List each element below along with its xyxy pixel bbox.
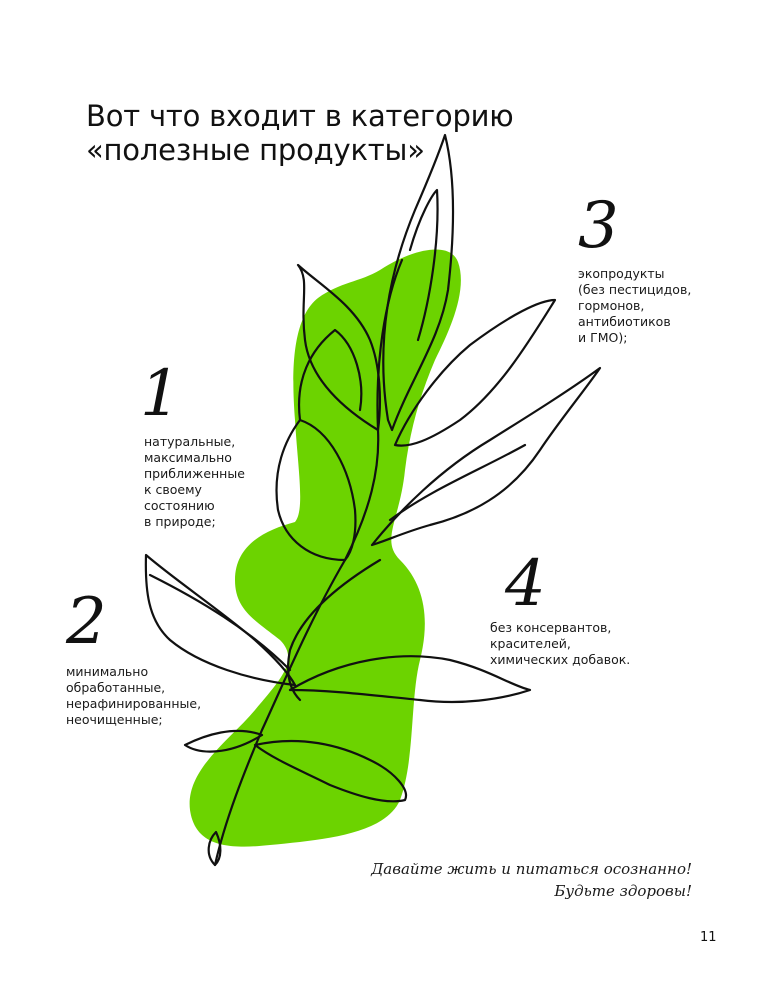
item-3-line: антибиотиков [578, 314, 671, 329]
item-1-line: к своему [144, 482, 202, 497]
item-3-line: и ГМО); [578, 330, 628, 345]
item-4-number: 4 [505, 547, 546, 621]
item-1-line: состоянию [144, 498, 215, 513]
item-3-text [578, 266, 691, 346]
item-3-line: экопродукты [578, 266, 665, 281]
item-1-line: натуральные, [144, 434, 236, 449]
item-2-line: нерафинированные, [66, 696, 202, 711]
title-line-1: Вот что входит в категорию [86, 99, 514, 134]
slogan-line-1: Давайте жить и питаться осознанно! [371, 860, 692, 878]
item-4-text [490, 620, 630, 668]
item-2-line: минимально [66, 664, 149, 679]
item-1-line: максимально [144, 450, 232, 465]
item-3-line: (без пестицидов, [578, 282, 692, 297]
slogan-line-2: Будьте здоровы! [554, 882, 692, 900]
item-4-line: без консервантов, [490, 620, 612, 635]
item-1-line: в природе; [144, 514, 216, 529]
item-1-text [144, 434, 245, 530]
item-1-line: приближенные [144, 466, 245, 481]
item-2-text [66, 664, 201, 728]
item-4-line: красителей, [490, 636, 571, 651]
item-2-line: обработанные, [66, 680, 166, 695]
item-3-line: гормонов, [578, 298, 645, 313]
item-1-number: 1 [140, 357, 181, 431]
page-number: 11 [700, 930, 717, 945]
title-line-2: «полезные продукты» [86, 133, 425, 168]
right-middle-leaf-vein [390, 445, 525, 520]
closing-slogan [371, 858, 692, 902]
item-3-number: 3 [578, 189, 619, 263]
item-2-number: 2 [66, 585, 107, 659]
item-2-line: неочищенные; [66, 712, 163, 727]
item-4-line: химических добавок. [490, 652, 631, 667]
